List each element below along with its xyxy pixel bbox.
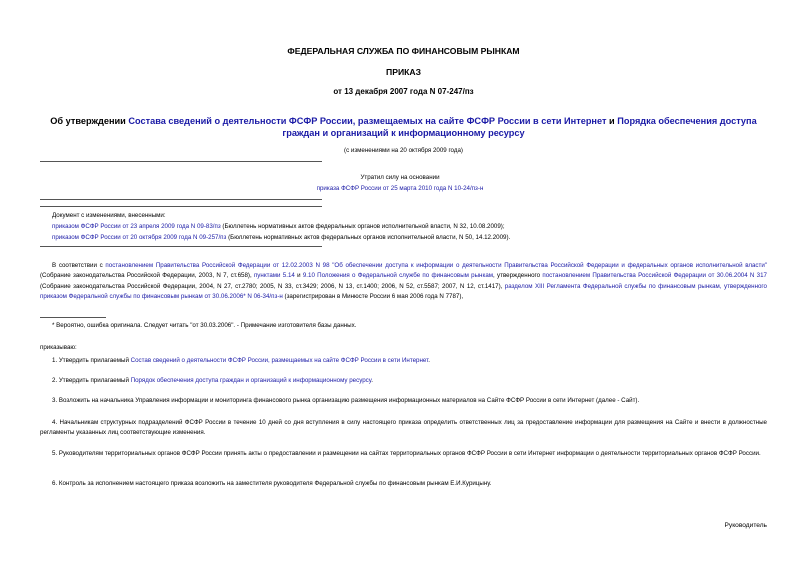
doc-type: ПРИКАЗ: [386, 67, 421, 77]
amendments-block: Документ с изменениями, внесенными: приказом ФСФР России от 23 апреля 2009 года N 09-83/пз (Бюллетень нормативных актов федеральных органов исполнительной власти, N 32, 10.08.2009); приказом ФСФР России от 20 октября 2009 года N 09-257/пз (Бюллетень нормативных актов федеральных органов исполнительной власти, N 50, 14.12.2009).: [52, 210, 772, 243]
doc-title: Об утверждении Состава сведений о деятельности ФСФР России, размещаемых на сайте ФСФР России в сети Интернет и Порядка обеспечения доступа граждан и организаций к информационному ресурсу: [50, 116, 757, 138]
doc-date-number: от 13 декабря 2007 года N 07-247/пз: [333, 87, 474, 96]
amendment-link-2[interactable]: приказом ФСФР России от 20 октября 2009 года N 09-257/пз: [52, 234, 227, 241]
preamble-link-regulation[interactable]: 9.10 Положения о Федеральной службе по финансовым рынкам: [302, 272, 494, 280]
order-item-4: 4. Начальникам структурных подразделений ФСФР России в течение 10 дней со дня вступления в силу настоящего приказа определить ответственных лиц за предоставление информации для размещения на Сайте и внести в должностные регламенты указанных лиц соответствующие изменения.: [40, 419, 767, 437]
amendment-link-1[interactable]: приказом ФСФР России от 23 апреля 2009 года N 09-83/пз: [52, 223, 221, 230]
preamble-link-decree-98[interactable]: постановлением Правительства Российской Федерации от 12.02.2003 N 98 "Об обеспечении доступа к информации о деятельности Правительства Российской Федерации и федеральных органов исполнительной власти": [105, 262, 767, 269]
amendment-item: приказом ФСФР России от 20 октября 2009 года N 09-257/пз (Бюллетень нормативных актов федеральных органов исполнительной власти, N 50, 14.12.2009).: [52, 234, 511, 241]
lost-force-block: Утратил силу на основании приказа ФСФР России от 25 марта 2010 года N 10-24/пз-н: [316, 174, 484, 192]
preamble-link-reglament[interactable]: разделом XIII Регламента Федеральной службы по финансовым рынкам: [504, 282, 720, 290]
footnote-divider: [40, 317, 106, 318]
footnote: * Вероятно, ошибка оригинала. Следует читать "от 30.03.2006". - Примечание изготовителя базы данных.: [52, 322, 357, 329]
divider: [40, 161, 322, 162]
amendment-item: приказом ФСФР России от 23 апреля 2009 года N 09-83/пз (Бюллетень нормативных актов федеральных органов исполнительной власти, N 32, 10.08.2009);: [52, 223, 505, 230]
divider: [40, 199, 322, 200]
order-item-2: 2. Утвердить прилагаемый Порядок обеспечения доступа граждан и организаций к информационному ресурсу.: [52, 377, 373, 384]
order-item-6: 6. Контроль за исполнением настоящего приказа возложить на заместителя руководителя Федеральной службы по финансовым рынкам Е.И.Курицыну.: [52, 480, 492, 487]
preamble-link-clause-5-14[interactable]: пунктами 5.14: [253, 272, 295, 280]
signature: Руководитель: [724, 522, 767, 529]
order-word: приказываю:: [40, 344, 77, 351]
title-link-procedure[interactable]: Порядка обеспечения доступа граждан и организаций к информационному ресурсу: [282, 116, 757, 138]
lost-force-link[interactable]: приказа ФСФР России от 25 марта 2010 года N 10-24/пз-н: [316, 185, 484, 192]
divider: [40, 206, 322, 207]
order-item-1-link[interactable]: Состав сведений о деятельности ФСФР России, размещаемых на сайте ФСФР России в сети Интернет: [130, 357, 429, 364]
preamble-link-decree-317[interactable]: постановлением Правительства Российской Федерации от 30.06.2004 N 317: [542, 272, 767, 280]
order-item-5: 5. Руководителям территориальных органов ФСФР России принять акты о предоставлении и размещении на сайтах территориальных органов ФСФР России в сети Интернет информации о деятельности территориальных органов ФСФР России.: [52, 450, 761, 457]
changes-note: (с изменениями на 20 октября 2009 года): [344, 147, 463, 154]
divider: [40, 246, 322, 247]
title-link-composition[interactable]: Состава сведений о деятельности ФСФР России, размещаемых на сайте ФСФР России в сети Интернет: [128, 116, 607, 126]
preamble: В соответствии с постановлением Правительства Российской Федерации от 12.02.2003 N 98 "Об обеспечении доступа к информации о деятельности Правительства Российской Федерации и федеральных органов исполнительной власти" (Собрание законодательства Российской Федерации, 2003, N 7, ст.658), пунктами 5.14 и 9.10 Положения о Федеральной службе по финансовым рынкам, утвержденного постановлением Правительства Российской Федерации от 30.06.2004 N 317 (Собрание законодательства Российской Федерации, 2004, N 27, ст.2780; 2005, N 33, ст.3429; 2006, N 13, ст.1400; 2006, N 52, ст.5587; 2007, N 12, ст.1417), разделом XIII Регламента Федеральной службы по финансовым рынкам, утвержденного приказом Федеральной службы по финансовым рынкам от 30.06.2006* N 06-34/пз-н (зарегистрирован в Минюсте России 6 мая 2006 года N 7787),: [40, 262, 767, 301]
order-item-2-link[interactable]: Порядок обеспечения доступа граждан и организаций к информационному ресурсу: [130, 377, 372, 384]
order-item-1: 1. Утвердить прилагаемый Состав сведений о деятельности ФСФР России, размещаемых на сайте ФСФР России в сети Интернет.: [52, 357, 431, 364]
agency-name: ФЕДЕРАЛЬНАЯ СЛУЖБА ПО ФИНАНСОВЫМ РЫНКАМ: [287, 46, 520, 56]
order-item-3: 3. Возложить на начальника Управления информации и мониторинга финансового рынка организацию размещения информационных материалов на Сайте ФСФР России в сети Интернет (далее - Сайт).: [52, 397, 640, 404]
